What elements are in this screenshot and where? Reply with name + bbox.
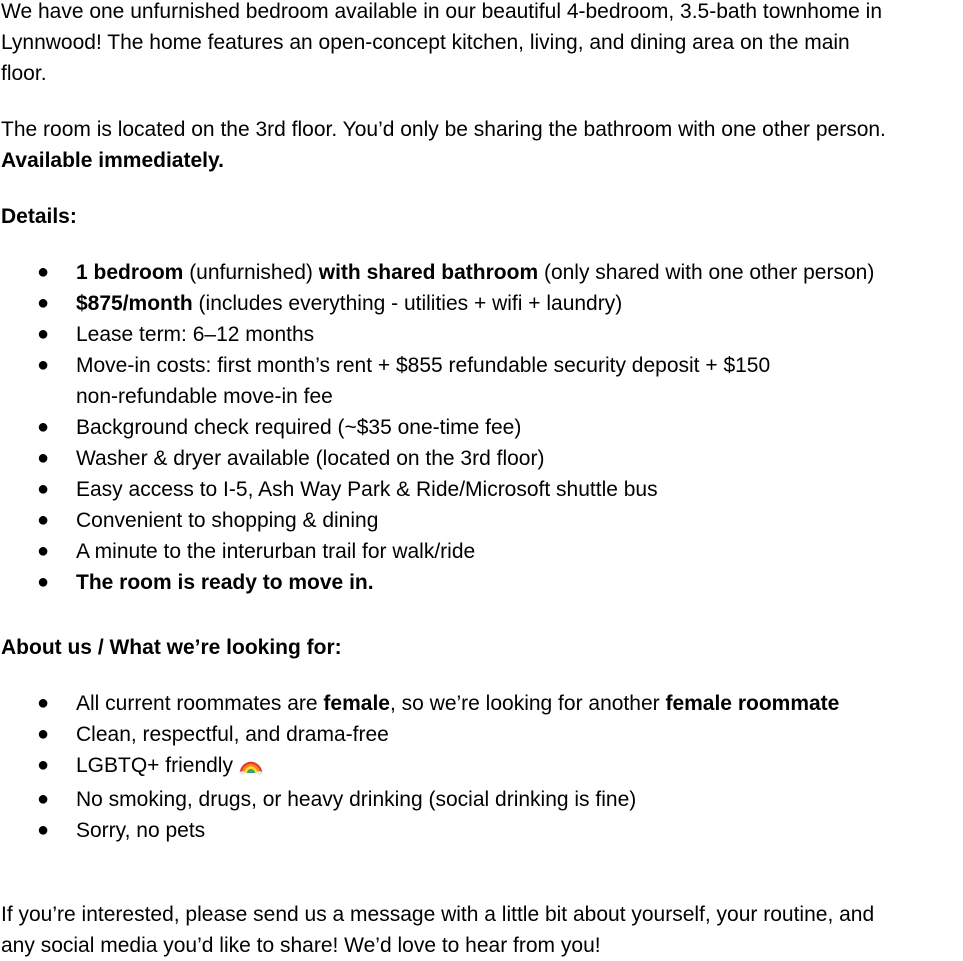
rainbow-icon bbox=[239, 753, 263, 784]
list-item: ● $875/month (includes everything - utilities + wifi + laundry) bbox=[0, 288, 874, 319]
details-heading: Details: bbox=[1, 205, 77, 228]
list-item: ● Convenient to shopping & dining bbox=[0, 505, 874, 536]
list-item: ● No smoking, drugs, or heavy drinking (social drinking is fine) bbox=[0, 784, 839, 815]
list-item: ● Clean, respectful, and drama-free bbox=[0, 719, 839, 750]
bullet-icon: ● bbox=[37, 261, 50, 283]
about-heading: About us / What we’re looking for: bbox=[1, 636, 342, 659]
bullet-icon: ● bbox=[37, 819, 50, 841]
bullet-icon: ● bbox=[37, 323, 50, 345]
list-item: ● Lease term: 6–12 months bbox=[0, 319, 874, 350]
closing-line-2: any social media you’d like to share! We’d love to hear from you! bbox=[1, 934, 601, 957]
list-item: ● 1 bedroom (unfurnished) with shared bathroom (only shared with one other person) bbox=[0, 257, 874, 288]
intro-line-3: floor. bbox=[1, 62, 47, 85]
bullet-icon: ● bbox=[37, 354, 50, 376]
intro-paragraph bbox=[1, 0, 882, 89]
details-list bbox=[0, 257, 874, 598]
list-item: ● All current roommates are female, so we’re looking for another female roommate bbox=[0, 688, 839, 719]
bullet-icon: ● bbox=[37, 509, 50, 531]
bullet-icon: ● bbox=[37, 416, 50, 438]
bullet-icon: ● bbox=[37, 292, 50, 314]
bullet-icon: ● bbox=[37, 723, 50, 745]
list-item: ● Background check required (~$35 one-time fee) bbox=[0, 412, 874, 443]
intro-line-2: Lynnwood! The home features an open-concept kitchen, living, and dining area on the main bbox=[1, 31, 850, 54]
room-paragraph bbox=[1, 114, 886, 176]
list-item: ● Sorry, no pets bbox=[0, 815, 839, 846]
list-item: ● Move-in costs: first month’s rent + $855 refundable security deposit + $150 non-refundable move-in fee bbox=[0, 350, 874, 412]
bullet-icon: ● bbox=[37, 754, 50, 776]
closing-paragraph bbox=[1, 899, 874, 961]
room-line-1: The room is located on the 3rd floor. You’d only be sharing the bathroom with one other person. bbox=[1, 118, 886, 141]
list-item: ● LGBTQ+ friendly bbox=[0, 750, 839, 784]
bullet-icon: ● bbox=[37, 478, 50, 500]
bullet-icon: ● bbox=[37, 692, 50, 714]
list-item: ● Easy access to I-5, Ash Way Park & Ride/Microsoft shuttle bus bbox=[0, 474, 874, 505]
list-item: ● A minute to the interurban trail for walk/ride bbox=[0, 536, 874, 567]
closing-line-1: If you’re interested, please send us a message with a little bit about yourself, your routine, and bbox=[1, 903, 875, 926]
intro-line-1: We have one unfurnished bedroom available in our beautiful 4-bedroom, 3.5-bath townhome in bbox=[1, 0, 883, 23]
list-item: ● The room is ready to move in. bbox=[0, 567, 874, 598]
about-list bbox=[0, 688, 839, 846]
bullet-icon: ● bbox=[37, 540, 50, 562]
bullet-icon: ● bbox=[37, 788, 50, 810]
bullet-icon: ● bbox=[37, 447, 50, 469]
bullet-icon: ● bbox=[37, 571, 50, 593]
availability-note: Available immediately. bbox=[1, 149, 224, 172]
list-item: ● Washer & dryer available (located on the 3rd floor) bbox=[0, 443, 874, 474]
